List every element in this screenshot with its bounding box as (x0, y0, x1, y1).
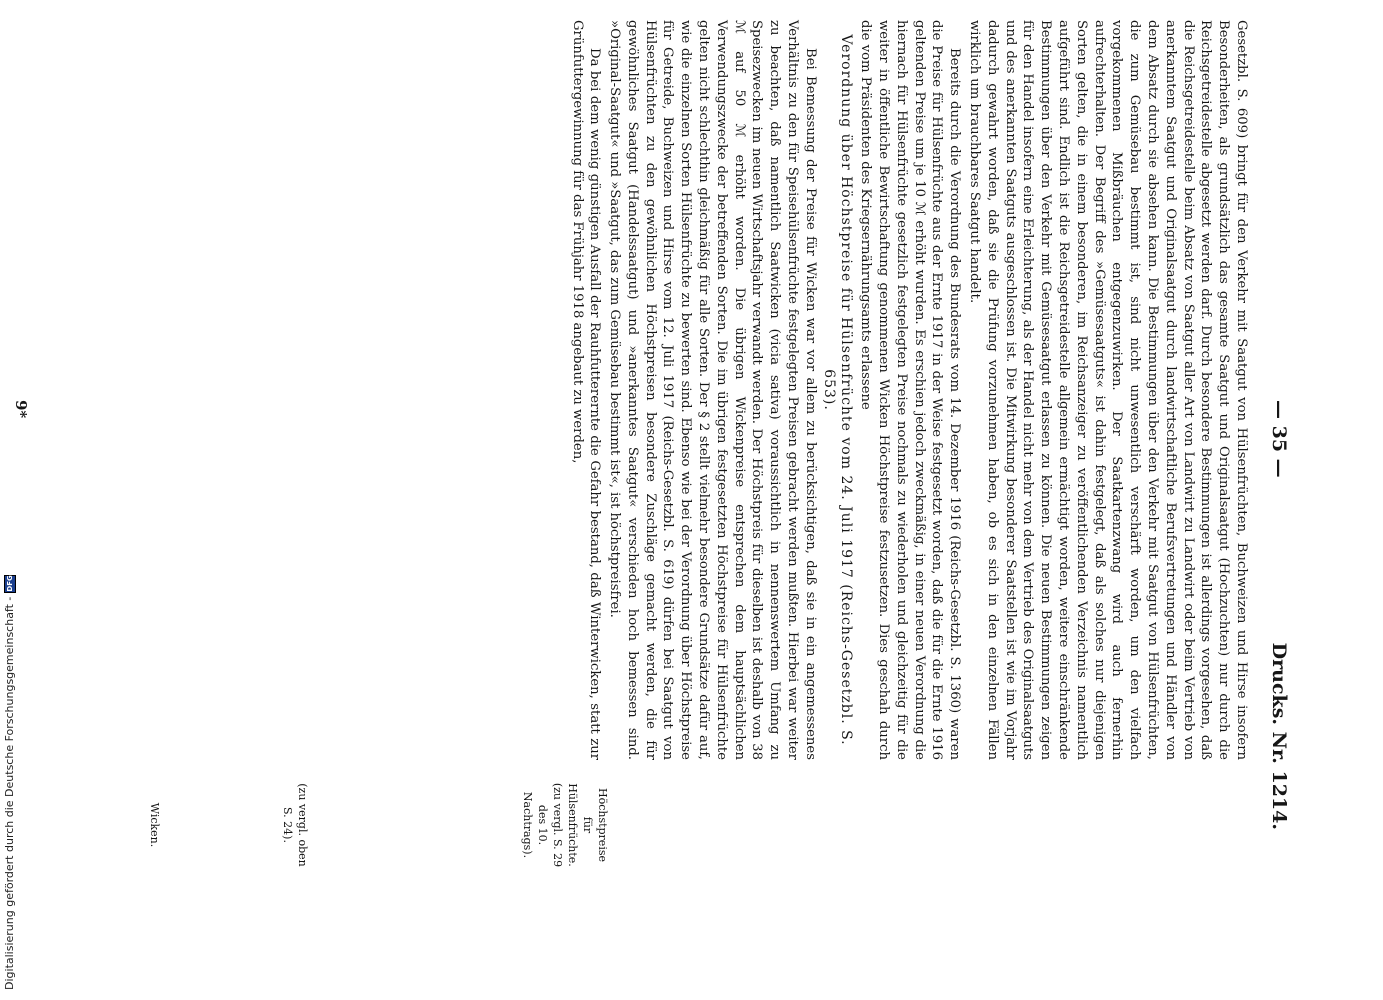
sheet-signature: 9* (12, 400, 30, 419)
margin-note-reference: (zu vergl. oben S. 24). (281, 783, 309, 867)
main-text-column (566, 20, 1250, 760)
paragraph-saatgut: Gesetzbl. S. 609) bringt für den Verkehr mit Saatgut von Hülsenfrüchten, Buchweizen und Hirse insofern Besonderheiten, als grundsätzlich das gesamte Saatgut und Originalsaatgut (Hochzuchten) nur durch die Reichsgetreidestelle abgesetzt werden darf. Durch besondere Bestimmungen ist allerdings vorgesehen, daß die Reichsgetreidestelle beim Absatz von Saatgut aller Art von Landwirt zu Landwirt oder beim Vertrieb von anerkanntem Saatgut und Originalsaatgut durch landwirtschaftliche Berufsvertretungen und Händler von dem Absatz durch sie absehen kann. Die Bestimmungen über den Verkehr mit Saatgut von Hülsenfrüchten, die zum Gemüsebau bestimmt ist, sind nicht unwesentlich verschärft worden, um den vielfach vorgekommenen Mißbräuchen entgegenzuwirken. Der Saatkartenzwang wird auch fernerhin aufrechterhalten. Der Begriff des »Gemüsesaatguts« ist dahin festgelegt, daß als solches nur diejenigen Sorten gelten, die in einem besonderen, im Reichsanzeiger zu veröffentlichenden Verzeichnis namentlich aufgeführt sind. Endlich ist die Reichsgetreidestelle allgemein ermächtigt worden, weitere einschränkende Bestimmungen über den Verkehr mit Gemüsesaatgut erlassen zu können. Die neuen Bestimmungen zeigen für den Handel insofern eine Erleichterung, als der Handel nicht mehr von dem Vertrieb des Originalsaatguts und des anerkannten Saatguts ausgeschlossen ist. Die Mitwirkung besonderer Saatstellen ist wie im Vorjahr dadurch gewahrt worden, daß sie die Prüfung vorzunehmen haben, ob es sich in den einzelnen Fällen wirklich um brauchbares Saatgut handelt. (967, 20, 1249, 760)
scanned-page (12, 20, 1290, 880)
page-header (1264, 20, 1290, 850)
page-number: — 35 — (1268, 400, 1290, 478)
paragraph-rauhfutter: Da bei dem wenig günstigen Ausfall der Rauhfutterernte die Gefahr bestand, daß Winterwicken, statt zur Grünfuttergewinnung für das Frühjahr 1918 angebaut zu werden, (569, 20, 603, 760)
digitization-footer-inner (3, 575, 16, 990)
paragraph-wicken: Bei Bemessung der Preise für Wicken war vor allem zu berücksichtigen, daß sie in ein angemessenes Verhältnis zu den für Speisehülsenfrüchte festgelegten Preisen gebracht werden mußten. Hierbei war weiter zu beachten, daß namentlich Saatwicken (vicia sativa) voraussichtlich in nennenswertem Umfang zu Speisezwecken im neuen Wirtschaftsjahr verwandt werden. Der Höchstpreis für dieselben ist deshalb von 38 ℳ auf 50 ℳ erhöht worden. Die übrigen Wickenpreise entsprechen dem hauptsächlichen Verwendungszwecke der betreffenden Sorten. Die im übrigen festgesetzten Höchstpreise für Hülsenfrüchte gelten nicht schlechthin gleichmäßig für alle Sorten. Der § 2 stellt vielmehr besondere Grundsätze dafür auf, wie die einzelnen Sorten Hülsenfrüchte zu bewerten sind. Ebenso wie bei der Verordnung über Höchstpreise für Getreide, Buchweizen und Hirse vom 12. Juli 1917 (Reichs-Gesetzbl. S. 619) dürfen bei Saatgut von Hülsenfrüchten zu den gewöhnlichen Höchstpreisen besondere Zuschläge gemacht werden, die für gewöhnliches Saatgut (Handelssaatgut) und »anerkanntes Saatgut« verschieden hoch bemessen sind. »Original-Saatgut« und »Saatgut, das zum Gemüsebau bestimmt ist«, ist höchstpreisfrei. (607, 20, 818, 760)
paragraph-preise: Bereits durch die Verordnung des Bundesrats vom 14. Dezember 1916 (Reichs-Gesetzbl. S. 1360) waren die Preise für Hülsenfrüchte aus der Ernte 1917 in der Weise festgesetzt worden, daß die für die Ernte 1916 geltenden Preise um je 10 ℳ erhöht wurden. Es erschien jedoch zweckmäßig, in einer neuen Verordnung die hiernach für Hülsenfrüchte gesetzlich festgelegten Preise nochmals zu wiederholen und gleichzeitig für die weiter in öffentliche Bewirtschaftung genommenen Wicken Höchstpreise festzusetzen. Dies geschah durch die vom Präsidenten des Kriegsernährungsamts erlassene (858, 20, 963, 760)
margin-note-wicken: Wicken. (148, 802, 161, 848)
digitization-footer (0, 0, 22, 1000)
document-number: Drucks. Nr. 1214. (1268, 642, 1290, 830)
margin-note-hoechstpreise: Höchstpreise für Hülsenfrüchte. (zu vergl. S. 29 des 10. Nachtrags). (521, 782, 609, 868)
dfg-logo-icon: DFG (5, 575, 14, 592)
footer-text: Digitalisierung gefördert durch die Deutsche Forschungsgemeinschaft - (3, 596, 16, 990)
ordinance-heading: Verordnung über Höchstpreise für Hülsenfrüchte vom 24. Juli 1917 (Reichs-Gesetzbl. S. 653). (820, 34, 855, 746)
